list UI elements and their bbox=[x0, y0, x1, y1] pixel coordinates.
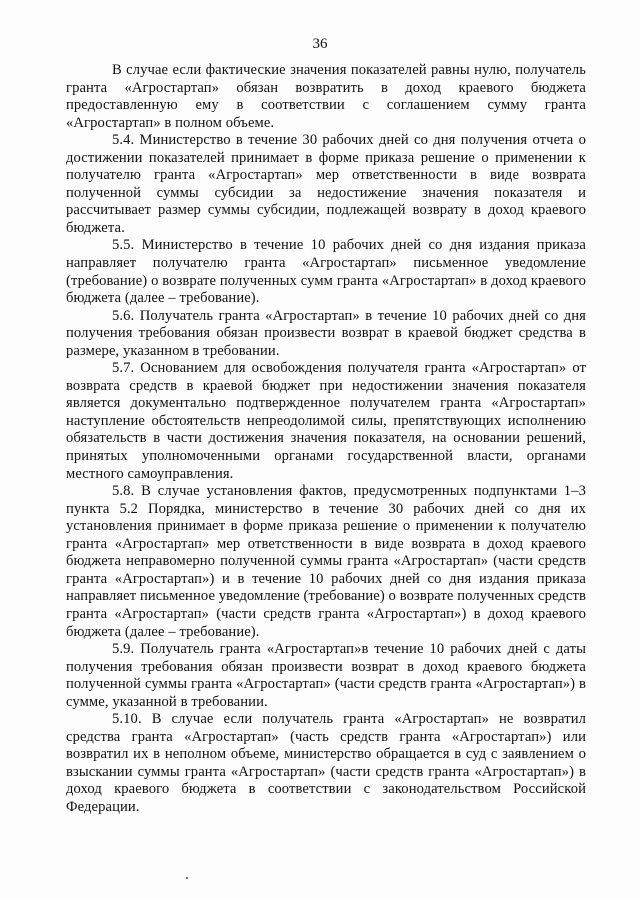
paragraph-5-5: 5.5. Министерство в течение 10 рабочих дней со дня издания приказа направляет получателю гранта «Агростартап» письменное уведомление (требование) о возврате полученных сумм гранта «Агростартап» в доход краевого бюджета (далее – требование). bbox=[66, 237, 586, 307]
paragraph-5-8: 5.8. В случае установления фактов, предусмотренных подпунктами 1–3 пункта 5.2 Порядка, министерство в течение 30 рабочих дней со дня их установления принимает в форме приказа решение о применении к получателю гранта «Агростартап» мер ответственности в виде возврата в доход краевого бюджета неправомерно полученной суммы гранта «Агростартап» (части средств гранта «Агростартап») и в течение 10 рабочих дней со дня издания приказа направляет письменное уведомление (требование) о возврате полученных средств гранта «Агростартап» (части средств гранта «Агростартап») в доход краевого бюджета (далее – требование). bbox=[66, 483, 586, 640]
scan-speck bbox=[186, 877, 188, 879]
paragraph-return-zero-indicators: В случае если фактические значения показателей равны нулю, получатель гранта «Агростартап» обязан возвратить в доход краевого бюджета предоставленную ему в соответствии с соглашением сумму гранта «Агростартап» в полном объеме. bbox=[66, 62, 586, 131]
paragraph-5-4: 5.4. Министерство в течение 30 рабочих дней со дня получения отчета о достижении показателей принимает в форме приказа решение о применении к получателю гранта «Агростартап» мер ответственности в виде возврата полученной суммы субсидии за недостижение значения показателя и рассчитывает размер суммы субсидии, подлежащей возврату в доход краевого бюджета. bbox=[66, 132, 586, 236]
paragraph-5-9: 5.9. Получатель гранта «Агростартап»в течение 10 рабочих дней с даты получения требования обязан произвести возврат в доход краевого бюджета полученной суммы гранта «Агростартап» (части средств гранта «Агростартап») в сумме, указанной в требовании. bbox=[66, 641, 586, 710]
document-body bbox=[66, 62, 586, 817]
paragraph-5-7: 5.7. Основанием для освобождения получателя гранта «Агростартап» от возврата средств в краевой бюджет при недостижении значения показателя является документально подтвержденное получателем гранта «Агростартап» наступление обстоятельств непреодолимой силы, препятствующих исполнению обязательств в части достижения значения показателя, на основании решений, принятых уполномоченными органами государственной власти, органами местного самоуправления. bbox=[66, 360, 586, 482]
paragraph-5-10: 5.10. В случае если получатель гранта «Агростартап» не возвратил средства гранта «Агростартап» (часть средств гранта «Агростартап») или возвратил их в неполном объеме, министерство обращается в суд с заявлением о взыскании суммы гранта «Агростартап» (части средств гранта «Агростартап») в доход краевого бюджета в соответствии с законодательством Российской Федерации. bbox=[66, 711, 586, 815]
paragraph-5-6: 5.6. Получатель гранта «Агростартап» в течение 10 рабочих дней со дня получения требования обязан произвести возврат в краевой бюджет средства в размере, указанном в требовании. bbox=[66, 307, 586, 359]
page-number: 36 bbox=[312, 36, 328, 52]
